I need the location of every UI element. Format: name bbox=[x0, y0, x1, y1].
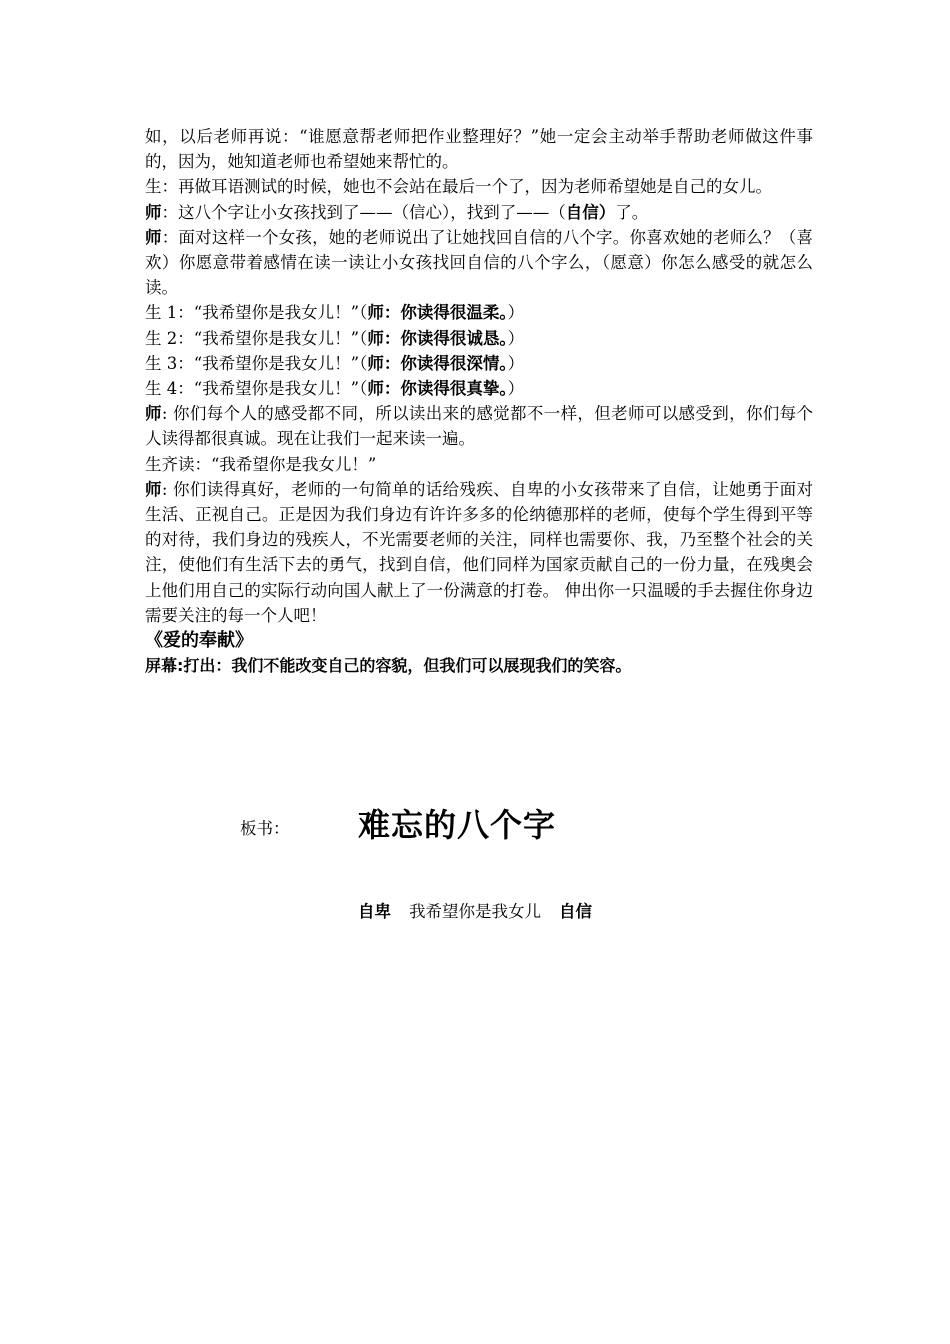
student-line-suffix: ） bbox=[507, 328, 525, 348]
paragraph-4-text: ：面对这样一个女孩，她的老师说出了让她找回自信的八个字。你喜欢她的老师么？（喜欢）你愿意带着感情在读一读让小女孩找回自信的八个字么，（愿意）你怎么感受的就怎么读。 bbox=[145, 227, 814, 298]
blackboard-right-word: 自信 bbox=[559, 902, 592, 921]
student-line-suffix: ） bbox=[507, 353, 525, 373]
paragraph-1: 如，以后老师再说：“谁愿意帮老师把作业整理好？”她一定会主动举手帮助老师做这件事的，因为，她知道老师也希望她来帮忙的。 bbox=[145, 127, 813, 172]
paragraph-3-keyword: 自信） bbox=[565, 202, 616, 222]
blackboard-left-word: 自卑 bbox=[358, 902, 391, 921]
paragraph-4 bbox=[145, 225, 813, 301]
student-line-text: 生 3：“我希望你是我女儿！”（ bbox=[145, 353, 368, 373]
student-line-text: 生 2：“我希望你是我女儿！”（ bbox=[145, 328, 368, 348]
student-line-text: 生 1：“我希望你是我女儿！”（ bbox=[145, 303, 368, 323]
student-line-suffix: ） bbox=[507, 303, 525, 323]
screen-instruction: 屏幕:打出：我们不能改变自己的容貌，但我们可以展现我们的笑容。 bbox=[145, 656, 632, 676]
paragraph-3-text-c: 了。 bbox=[615, 202, 649, 222]
paragraph-7-text: : 你们读得真好，老师的一句简单的话给残疾、自卑的小女孩带来了自信，让她勇于面对生活、正视自己。正是因为我们身边有许许多多的伦纳德那样的老师，使每个学生得到平等的对待，我们身边的残疾人，不光需要老师的关注，同样也需要你、我，乃至整个社会的关注，使他们有生活下去的勇气，找到自信，他们同样为国家贡献自己的一份力量，在残奥会上他们用自己的实际行动向国人献上了一份满意的打卷。 伸出你一只温暖的手去握住你身边需要关注的每一个人吧！ bbox=[145, 479, 813, 625]
student-line-3 bbox=[145, 351, 813, 376]
paragraph-5 bbox=[145, 401, 813, 451]
paragraph-5-text: : 你们每个人的感受都不同，所以读出来的感觉都不一样，但老师可以感受到，你们每个人读得都很真诚。现在让我们一起来读一遍。 bbox=[145, 404, 813, 449]
teacher-label: 师 bbox=[145, 479, 162, 499]
teacher-comment: 师：你读得很真挚。 bbox=[367, 379, 508, 399]
teacher-comment: 师：你读得很深情。 bbox=[367, 353, 508, 373]
paragraph-3-text-a: ：这八个字让小女孩找到了——（信心），找到了——（ bbox=[161, 202, 566, 222]
paragraph-3 bbox=[145, 200, 813, 225]
paragraph-7 bbox=[145, 477, 813, 628]
blackboard-middle-phrase: 我希望你是我女儿 bbox=[409, 902, 541, 921]
student-line-suffix: ） bbox=[507, 379, 525, 399]
paragraph-2: 生：再做耳语测试的时候，她也不会站在最后一个了，因为老师希望她是自己的女儿。 bbox=[145, 177, 772, 197]
song-title: 《爱的奉献》 bbox=[145, 630, 253, 652]
teacher-label: 师 bbox=[145, 202, 162, 222]
teacher-label: 师 bbox=[145, 404, 162, 424]
blackboard-row bbox=[358, 898, 592, 922]
lesson-text bbox=[145, 124, 813, 678]
blackboard-label: 板书： bbox=[240, 819, 290, 838]
student-line-text: 生 4：“我希望你是我女儿！”（ bbox=[145, 379, 368, 399]
student-line-2 bbox=[145, 326, 813, 351]
student-line-1 bbox=[145, 300, 813, 325]
blackboard-title: 难忘的八个字 bbox=[358, 806, 557, 844]
paragraph-6: 生齐读：“我希望你是我女儿！” bbox=[145, 454, 377, 474]
teacher-label: 师 bbox=[145, 227, 162, 247]
student-line-4 bbox=[145, 376, 813, 401]
teacher-comment: 师：你读得很诚恳。 bbox=[367, 328, 508, 348]
teacher-comment: 师：你读得很温柔。 bbox=[367, 303, 508, 323]
